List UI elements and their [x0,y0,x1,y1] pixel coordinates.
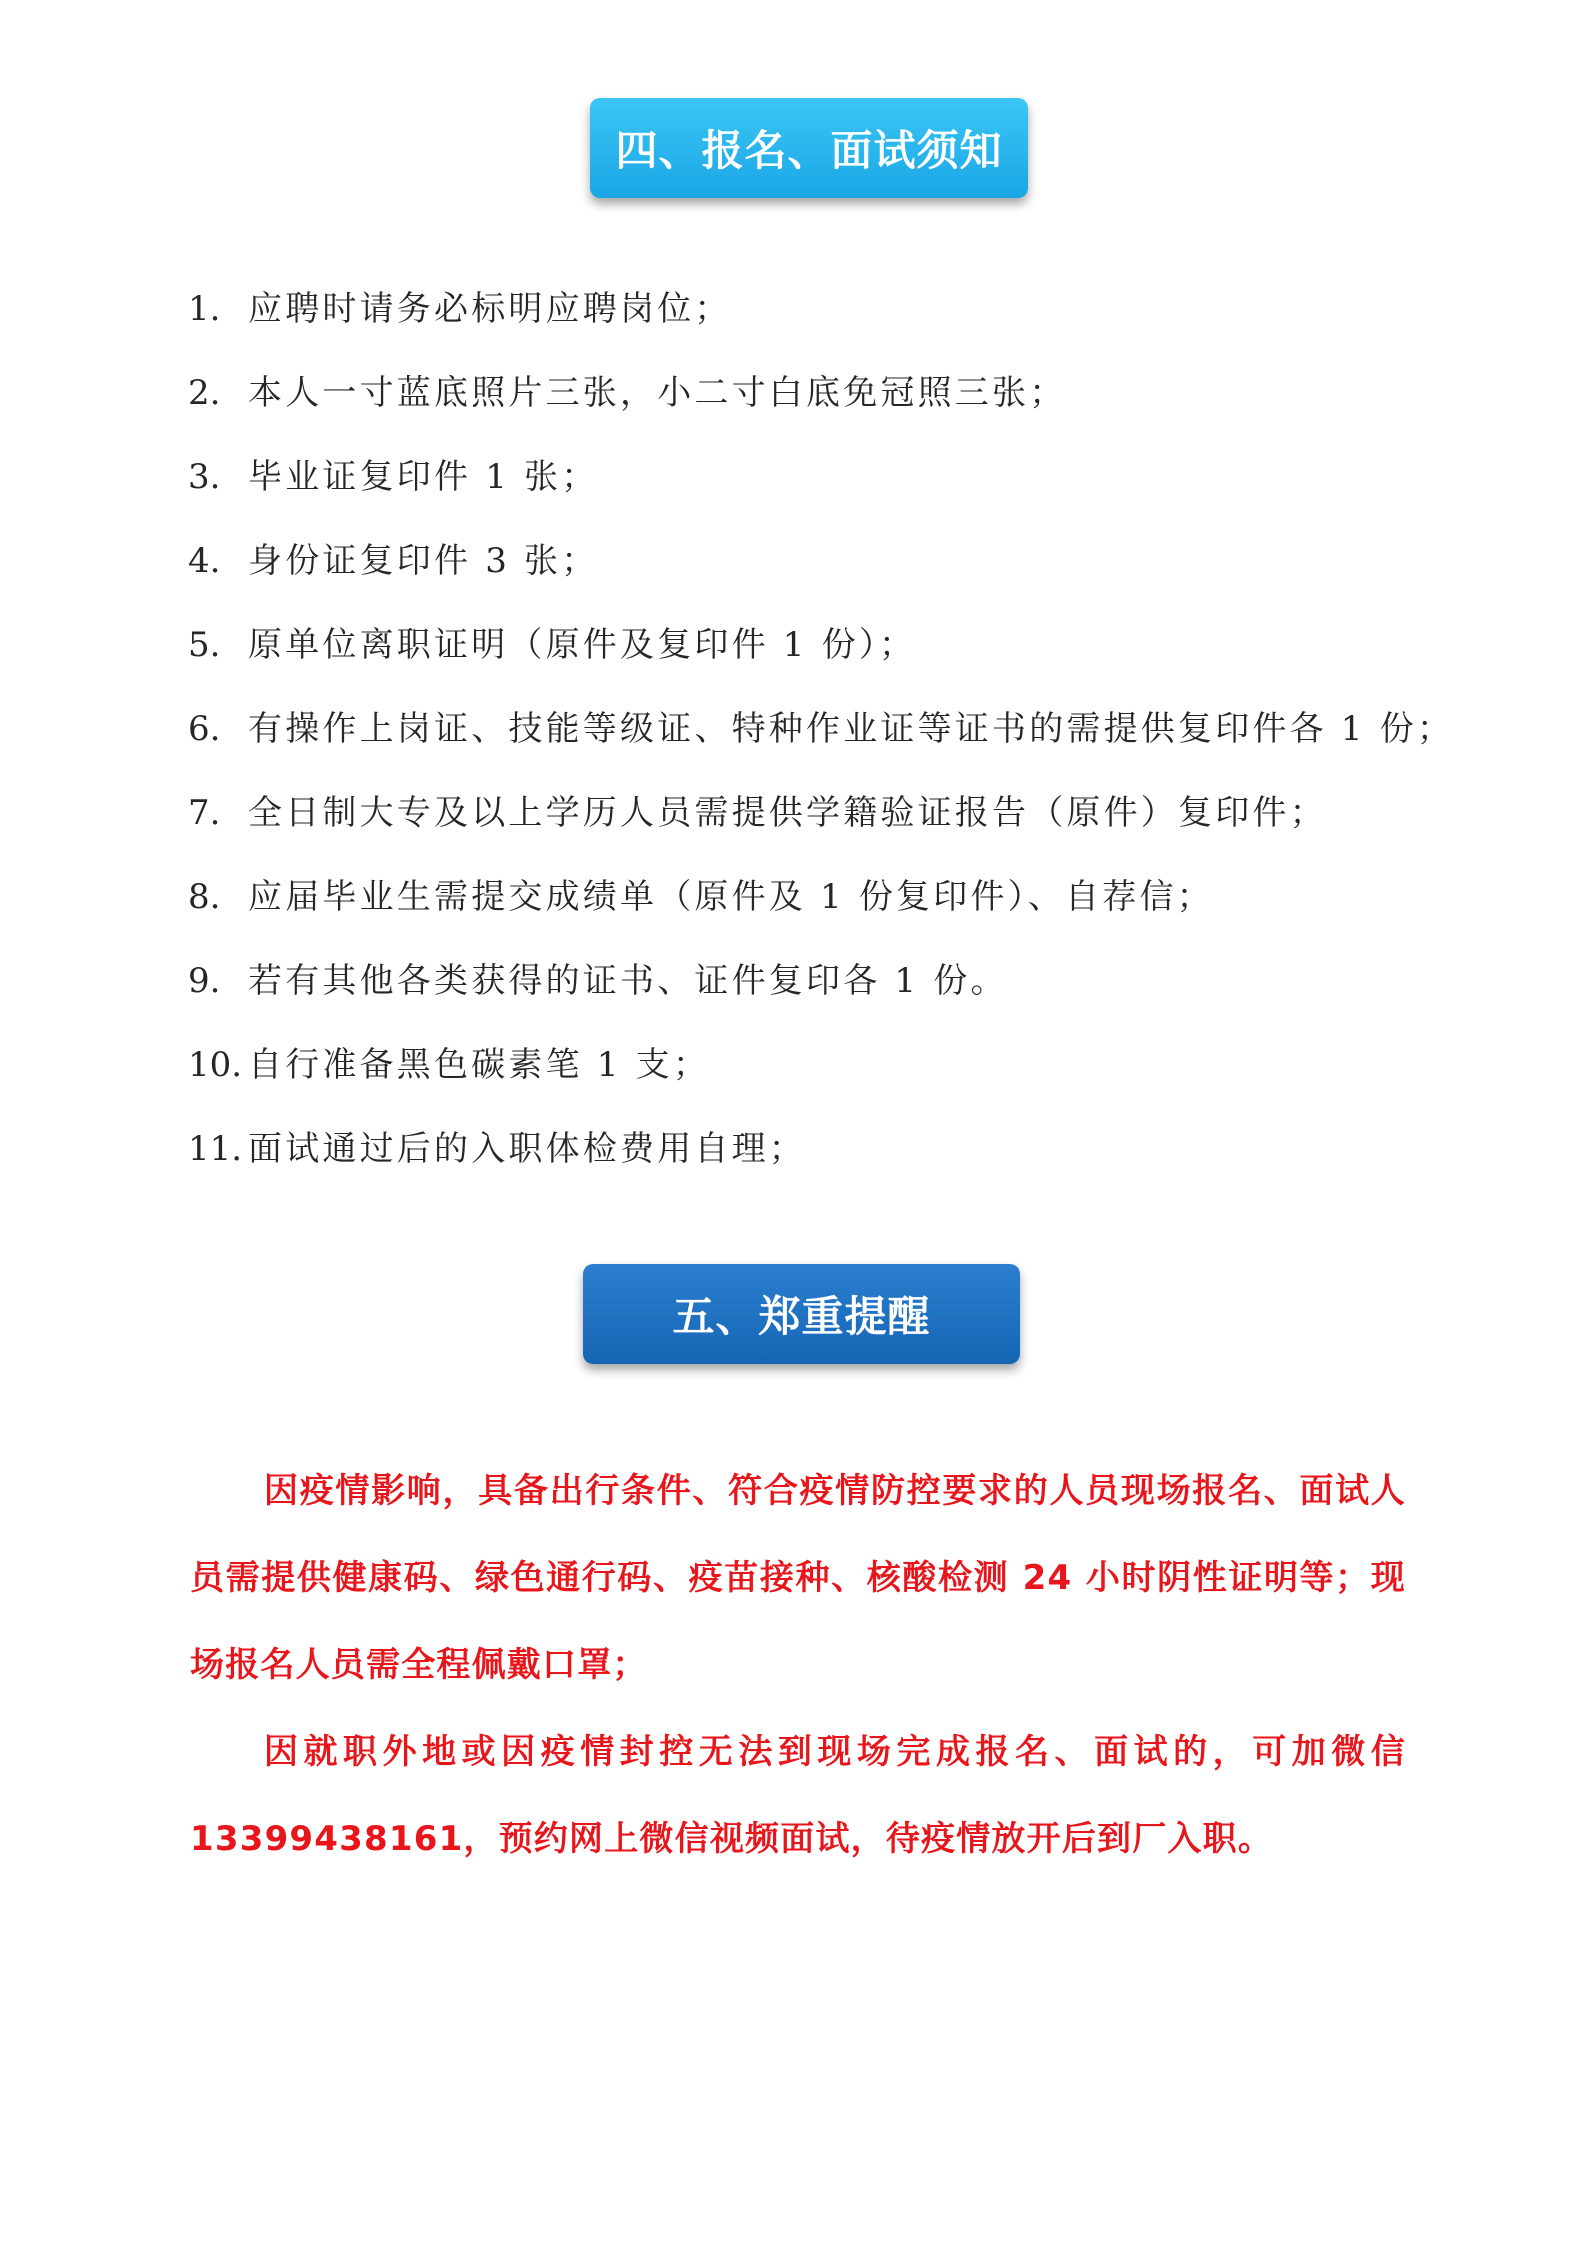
section-five-title-badge [583,1264,1020,1364]
list-item-text: 自行准备黑色碳素笔 1 支； [248,1045,711,1085]
list-item-text: 应聘时请务必标明应聘岗位； [248,289,732,329]
list-item-text: 面试通过后的入职体检费用自理； [248,1129,806,1169]
list-item [188,1044,1428,1128]
list-item-text: 应届毕业生需提交成绩单（原件及 1 份复印件）、自荐信； [248,877,1214,917]
section-four-title: 四、报名、面试须知 [615,126,1003,175]
list-item-number: 6. [188,709,221,749]
list-item [188,876,1428,960]
list-item-text: 全日制大专及以上学历人员需提供学籍验证报告（原件）复印件； [248,793,1327,833]
list-item-number: 7. [188,793,221,833]
list-item [188,960,1428,1044]
list-item [188,1128,1428,1212]
list-item [188,624,1428,708]
section-four-title-badge [590,98,1028,198]
list-item-text: 若有其他各类获得的证书、证件复印各 1 份。 [248,961,1008,1001]
list-item-number: 11. [188,1129,243,1169]
list-item-number: 5. [188,625,221,665]
list-item [188,708,1455,792]
list-item-number: 2. [188,373,221,413]
list-item-text: 原单位离职证明（原件及复印件 1 份）； [248,625,917,665]
list-item [188,540,1428,624]
list-item-number: 8. [188,877,221,917]
list-item-text: 身份证复印件 3 张； [248,541,599,581]
section-five-title: 五、郑重提醒 [672,1292,931,1341]
reminder-paragraph-epidemic: 因疫情影响，具备出行条件、符合疫情防控要求的人员现场报名、面试人员需提供健康码、绿色通行码、疫苗接种、核酸检测 24 小时阴性证明等；现场报名人员需全程佩戴口罩； [190,1471,1406,1685]
reminder-paragraph-remote-interview: 因就职外地或因疫情封控无法到现场完成报名、面试的，可加微信 13399438161，预约网上微信视频面试，待疫情放开后到厂入职。 [190,1732,1406,1859]
list-item-number: 1. [188,289,221,329]
notice-list [188,288,1455,1212]
list-item [188,456,1428,540]
list-item-number: 9. [188,961,221,1001]
list-item-number: 10. [188,1045,243,1085]
list-item-number: 3. [188,457,221,497]
list-item-text: 毕业证复印件 1 张； [248,457,599,497]
reminder-block [190,1448,1406,1883]
list-item-text: 有操作上岗证、技能等级证、特种作业证等证书的需提供复印件各 1 份； [248,709,1455,749]
list-item-number: 4. [188,541,221,581]
list-item [188,372,1428,456]
list-item [188,288,1428,372]
list-item [188,792,1428,876]
list-item-text: 本人一寸蓝底照片三张，小二寸白底免冠照三张； [248,373,1067,413]
